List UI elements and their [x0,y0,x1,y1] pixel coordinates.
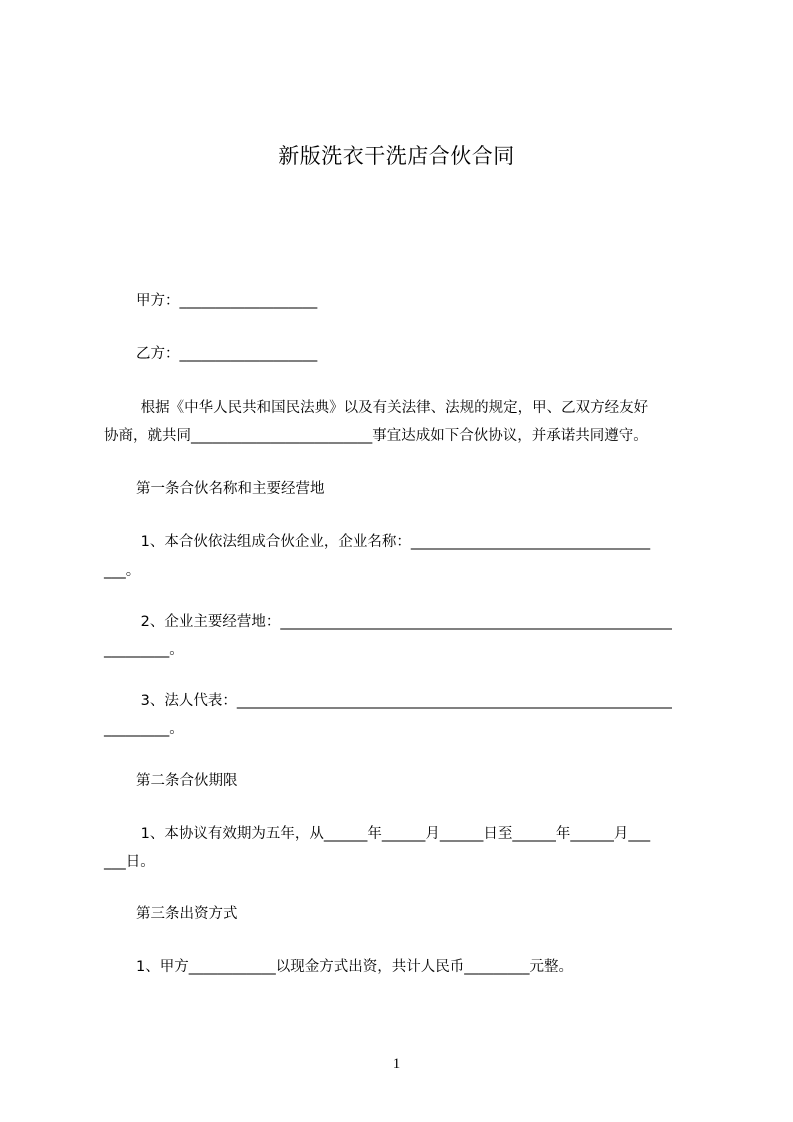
intro-paragraph-line-1: 根据《中华人民共和国民法典》以及有关法律、法规的规定，甲、乙双方经友好 [136,400,649,416]
article-1-item-3-line-2: _________。 [104,721,184,737]
article-2-item-1-line-1: 1、本协议有效期为五年，从______年______月______日至______年______月___ [136,826,651,842]
intro-paragraph-line-2: 协商，就共同_________________________事宜达成如下合伙协议，并承诺共同遵守。 [104,428,648,444]
article-1-item-2-line-2: _________。 [104,642,184,658]
party-b-line: 乙方：___________________ [136,346,318,362]
document-title: 新版洗衣干洗店合伙合同 [278,144,515,168]
article-1-item-1-line-2: ___。 [104,563,141,579]
article-3-heading: 第三条出资方式 [136,906,238,922]
party-a-line: 甲方：___________________ [136,293,318,309]
article-1-heading: 第一条合伙名称和主要经营地 [136,481,325,497]
article-2-item-1-line-2: ___日。 [104,854,155,870]
article-2-heading: 第二条合伙期限 [136,773,238,789]
article-3-item-1: 1、甲方____________以现金方式出资，共计人民币_________元整。 [136,959,573,975]
article-1-item-3-line-1: 3、法人代表：____________________________________________________________ [136,693,672,709]
article-1-item-2-line-1: 2、企业主要经营地：______________________________________________________ [136,614,672,630]
article-1-item-1-line-1: 1、本合伙依法组成合伙企业，企业名称：_________________________________ [136,534,651,550]
page-number: 1 [392,1056,401,1072]
